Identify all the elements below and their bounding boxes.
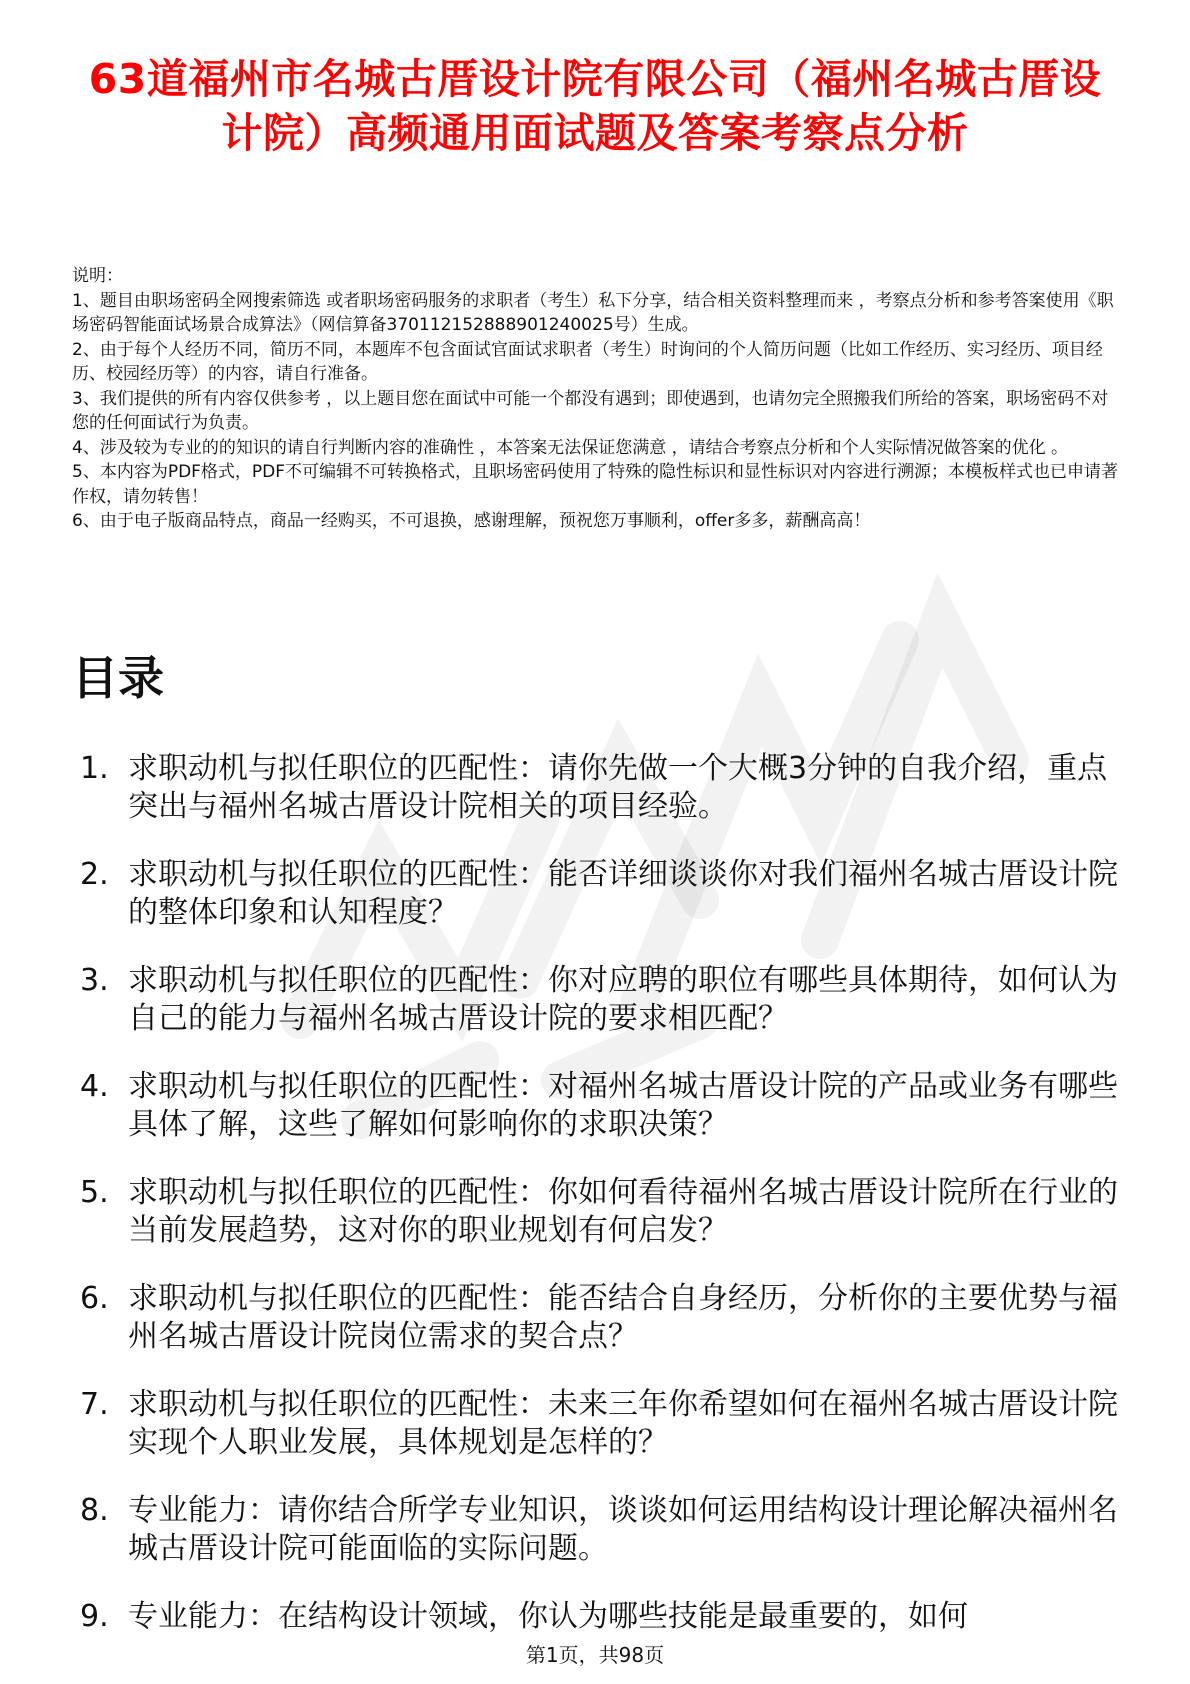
note-item: 4、涉及较为专业的的知识的请自行判断内容的准确性 ，本答案无法保证您满意 ，请结合考察点分析和个人实际情况做答案的优化 。 [72, 437, 1069, 458]
toc-item-text: 求职动机与拟任职位的匹配性：你对应聘的职位有哪些具体期待，如何认为自己的能力与福州名城古厝设计院的要求相匹配？ [128, 963, 1118, 1036]
toc-item[interactable] [72, 856, 1122, 932]
toc-item-number: 9. [80, 1599, 109, 1634]
toc-item-number: 2. [80, 857, 109, 892]
toc-item[interactable] [72, 1598, 1122, 1636]
toc-item[interactable] [72, 1386, 1122, 1462]
toc-item[interactable] [72, 750, 1122, 826]
toc-item-number: 5. [80, 1175, 109, 1210]
toc-item-number: 3. [80, 963, 109, 998]
toc-item-text: 专业能力：在结构设计领域，你认为哪些技能是最重要的，如何 [128, 1599, 968, 1634]
toc-item[interactable] [72, 1174, 1122, 1250]
toc-item-text: 求职动机与拟任职位的匹配性：请你先做一个大概3分钟的自我介绍，重点突出与福州名城古厝设计院相关的项目经验。 [128, 751, 1108, 824]
toc-item-number: 1. [80, 751, 109, 786]
toc-item-number: 8. [80, 1493, 109, 1528]
toc-heading: 目录 [72, 651, 164, 705]
note-item: 6、由于电子版商品特点，商品一经购买，不可退换，感谢理解，预祝您万事顺利，offer多多，薪酬高高！ [72, 511, 871, 531]
note-item: 2、由于每个人经历不同，简历不同，本题库不包含面试官面试求职者（考生）时询问的个人简历问题（比如工作经历、实习经历、项目经历、校园经历等）的内容，请自行准备。 [72, 339, 1103, 384]
toc-item-number: 7. [80, 1387, 109, 1422]
toc-item-text: 求职动机与拟任职位的匹配性：未来三年你希望如何在福州名城古厝设计院实现个人职业发展，具体规划是怎样的？ [128, 1387, 1118, 1460]
notes-section [72, 264, 1120, 534]
toc-item-number: 6. [80, 1281, 109, 1316]
note-item: 5、本内容为PDF格式，PDF不可编辑不可转换格式，且职场密码使用了特殊的隐性标识和显性标识对内容进行溯源；本模板样式也已申请著作权，请勿转售！ [72, 462, 1119, 507]
toc-item-text: 求职动机与拟任职位的匹配性：能否结合自身经历，分析你的主要优势与福州名城古厝设计院岗位需求的契合点？ [128, 1281, 1118, 1354]
toc-item-text: 求职动机与拟任职位的匹配性：对福州名城古厝设计院的产品或业务有哪些具体了解，这些了解如何影响你的求职决策？ [128, 1069, 1118, 1142]
toc-item[interactable] [72, 1068, 1122, 1144]
toc-item[interactable] [72, 1280, 1122, 1356]
toc-item-text: 求职动机与拟任职位的匹配性：能否详细谈谈你对我们福州名城古厝设计院的整体印象和认知程度？ [128, 857, 1118, 930]
note-item: 3、我们提供的所有内容仅供参考 ，以上题目您在面试中可能一个都没有遇到；即使遇到，也请勿完全照搬我们所给的答案，职场密码不对您的任何面试行为负责。 [72, 388, 1109, 433]
page-footer: 第1页，共98页 [525, 1643, 665, 1667]
toc-item-text: 求职动机与拟任职位的匹配性：你如何看待福州名城古厝设计院所在行业的当前发展趋势，这对你的职业规划有何启发？ [128, 1175, 1118, 1248]
notes-heading: 说明： [72, 266, 123, 286]
note-item: 1、题目由职场密码全网搜索筛选 或者职场密码服务的求职者（考生）私下分享，结合相关资料整理而来 ，考察点分析和参考答案使用《职场密码智能面试场景合成算法》（网信算备370112152888901240025号）生成。 [72, 290, 1114, 335]
document-title: 63道福州市名城古厝设计院有限公司（福州名城古厝设计院）高频通用面试题及答案考察点分析 [88, 55, 1102, 157]
toc-item-text: 专业能力：请你结合所学专业知识，谈谈如何运用结构设计理论解决福州名城古厝设计院可能面临的实际问题。 [128, 1493, 1118, 1566]
toc-list [72, 750, 1122, 1666]
toc-item[interactable] [72, 1492, 1122, 1568]
toc-item[interactable] [72, 962, 1122, 1038]
toc-item-number: 4. [80, 1069, 109, 1104]
